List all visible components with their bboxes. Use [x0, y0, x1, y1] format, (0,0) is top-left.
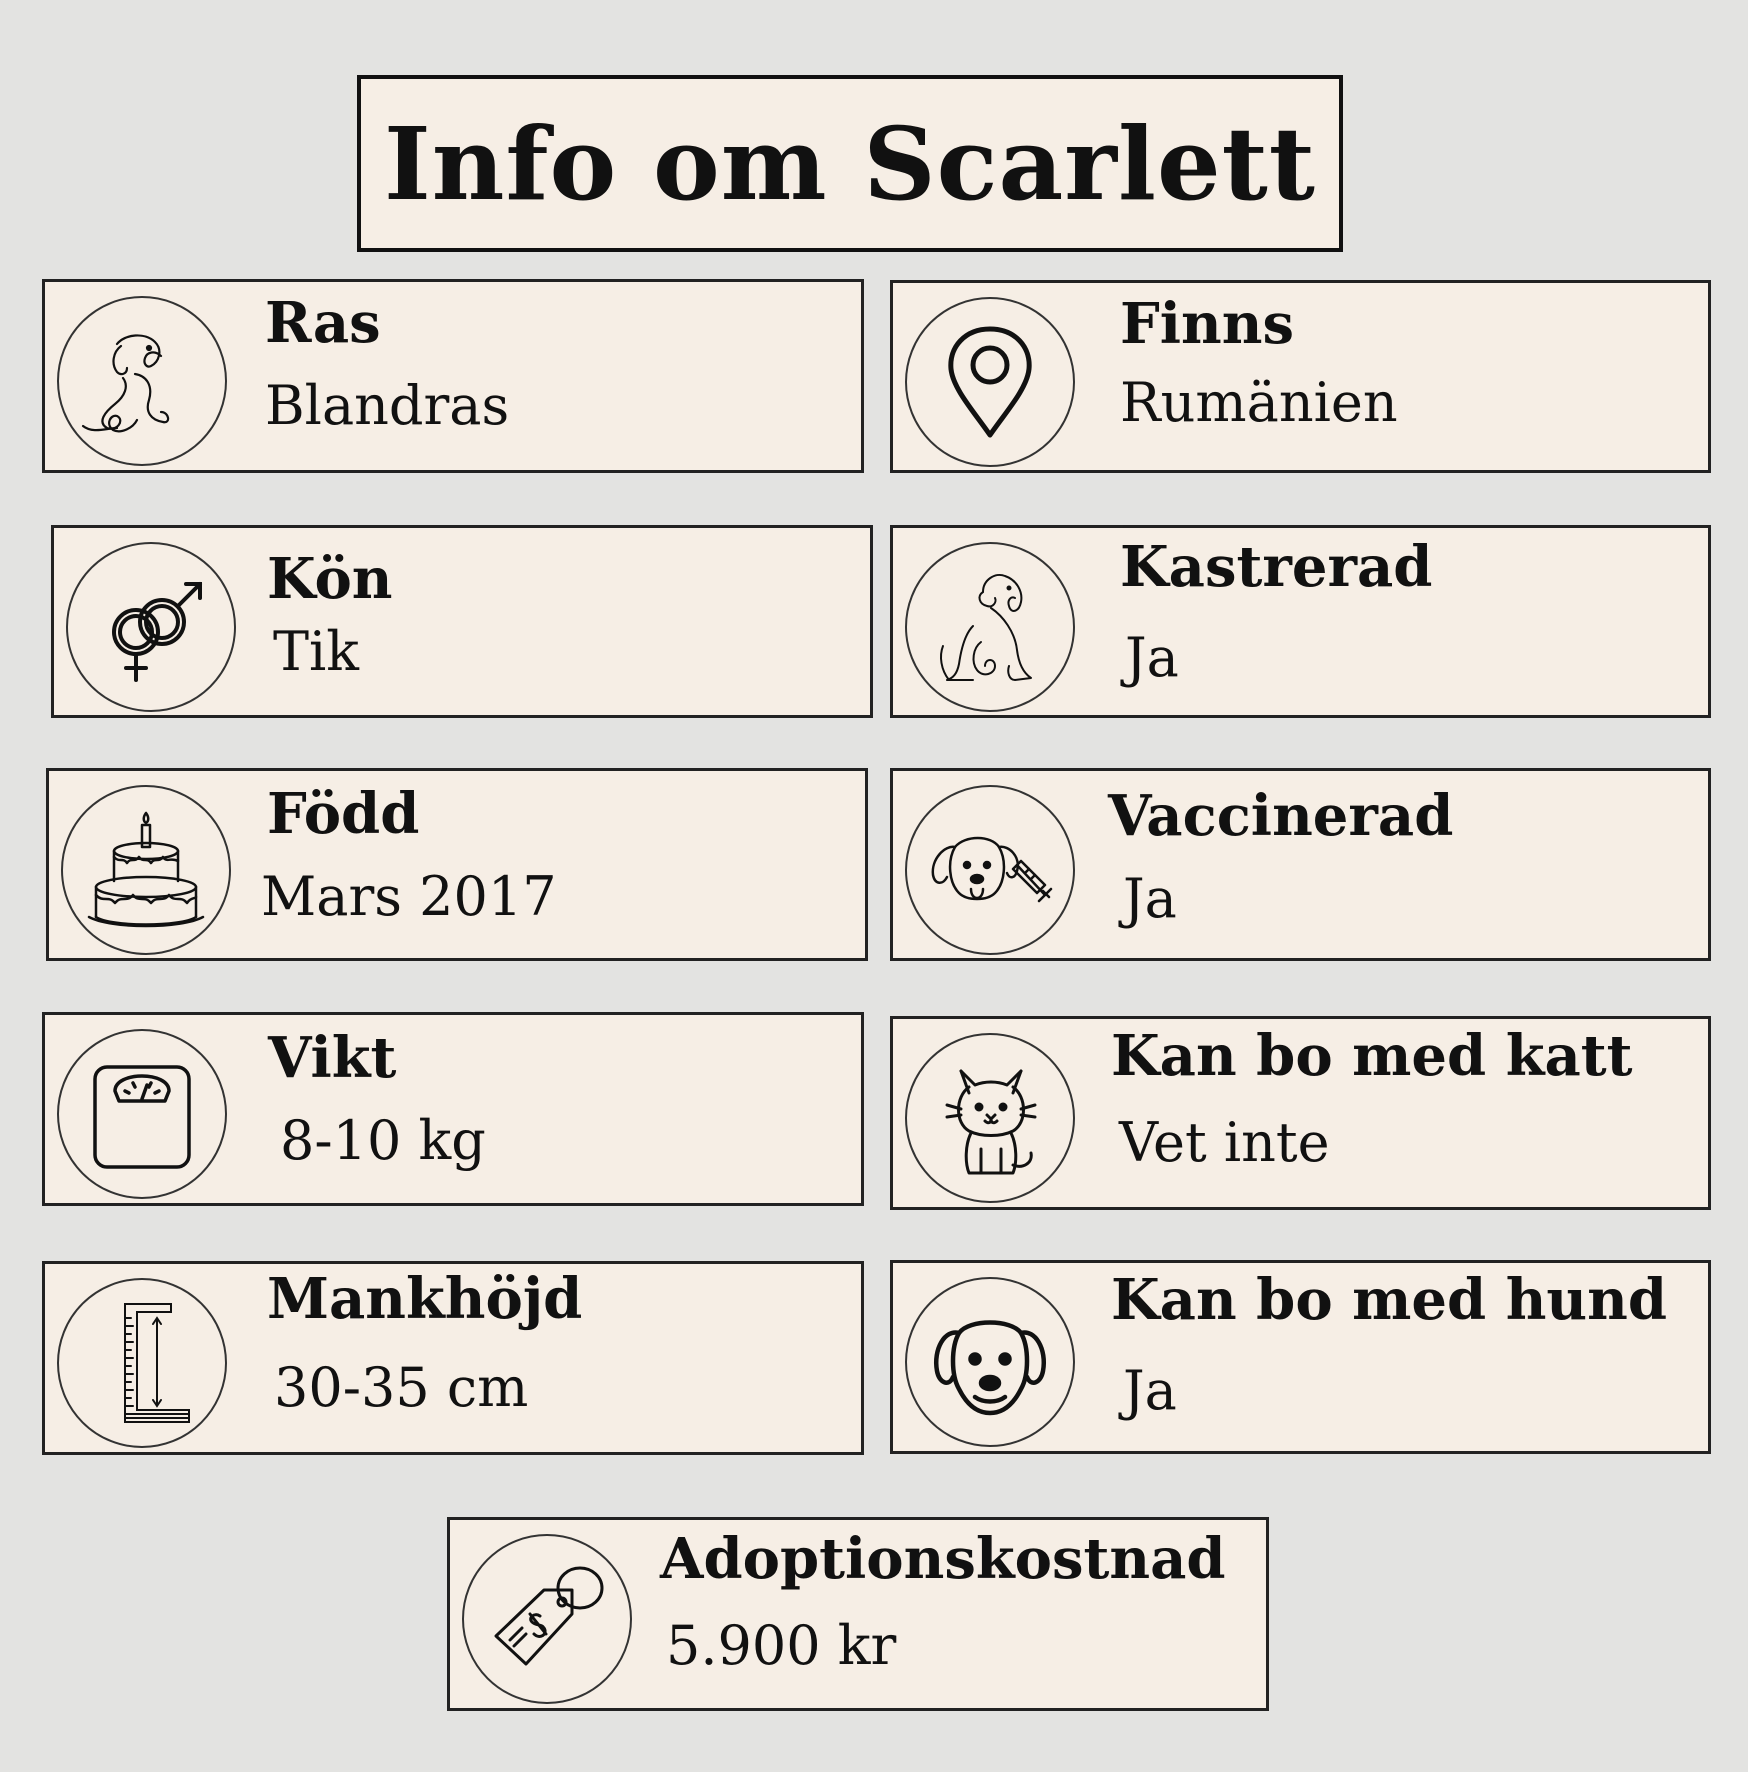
value-kon: Tik — [273, 620, 360, 683]
info-card-mankhojd — [42, 1261, 864, 1455]
value-kastrerad: Ja — [1125, 626, 1179, 689]
info-card-kan-bo-med-katt — [890, 1016, 1711, 1210]
label-kan-bo-med-hund: Kan bo med hund — [1111, 1267, 1668, 1333]
label-mankhojd: Mankhöjd — [267, 1266, 583, 1332]
value-vikt: 8-10 kg — [280, 1109, 486, 1172]
info-card-vikt — [42, 1012, 864, 1206]
info-card-kon — [51, 525, 873, 718]
value-fodd: Mars 2017 — [261, 865, 557, 928]
value-finns: Rumänien — [1120, 371, 1398, 434]
label-fodd: Född — [267, 781, 420, 847]
value-kan-bo-med-hund: Ja — [1123, 1359, 1177, 1422]
label-vaccinerad: Vaccinerad — [1108, 783, 1454, 849]
info-card-kan-bo-med-hund — [890, 1260, 1711, 1454]
dog-line-icon — [57, 296, 227, 466]
label-kon: Kön — [267, 546, 393, 612]
dog-sitting-icon — [905, 542, 1075, 712]
info-card-adoptionskostnad — [447, 1517, 1269, 1711]
value-adoptionskostnad: 5.900 kr — [666, 1614, 897, 1677]
cat-icon — [905, 1033, 1075, 1203]
height-ruler-icon — [57, 1278, 227, 1448]
info-card-fodd — [46, 768, 868, 961]
price-tag-icon — [462, 1534, 632, 1704]
value-vaccinerad: Ja — [1123, 867, 1177, 930]
label-kan-bo-med-katt: Kan bo med katt — [1111, 1023, 1633, 1089]
label-kastrerad: Kastrerad — [1120, 534, 1433, 600]
label-ras: Ras — [265, 290, 381, 356]
gender-icon — [66, 542, 236, 712]
label-finns: Finns — [1120, 291, 1294, 357]
info-card-ras — [42, 279, 864, 473]
value-ras: Blandras — [265, 374, 510, 437]
page-title: Info om Scarlett — [384, 104, 1316, 223]
info-card-vaccinerad — [890, 768, 1711, 961]
info-card-finns — [890, 280, 1711, 473]
dog-vaccine-icon — [905, 785, 1075, 955]
info-card-kastrerad — [890, 525, 1711, 718]
birthday-cake-icon — [61, 785, 231, 955]
label-vikt: Vikt — [268, 1025, 397, 1091]
label-adoptionskostnad: Adoptionskostnad — [660, 1526, 1226, 1592]
location-pin-icon — [905, 297, 1075, 467]
value-mankhojd: 30-35 cm — [274, 1356, 529, 1419]
scale-icon — [57, 1029, 227, 1199]
value-kan-bo-med-katt: Vet inte — [1119, 1111, 1330, 1174]
title-box — [357, 75, 1343, 252]
dog-face-icon — [905, 1277, 1075, 1447]
